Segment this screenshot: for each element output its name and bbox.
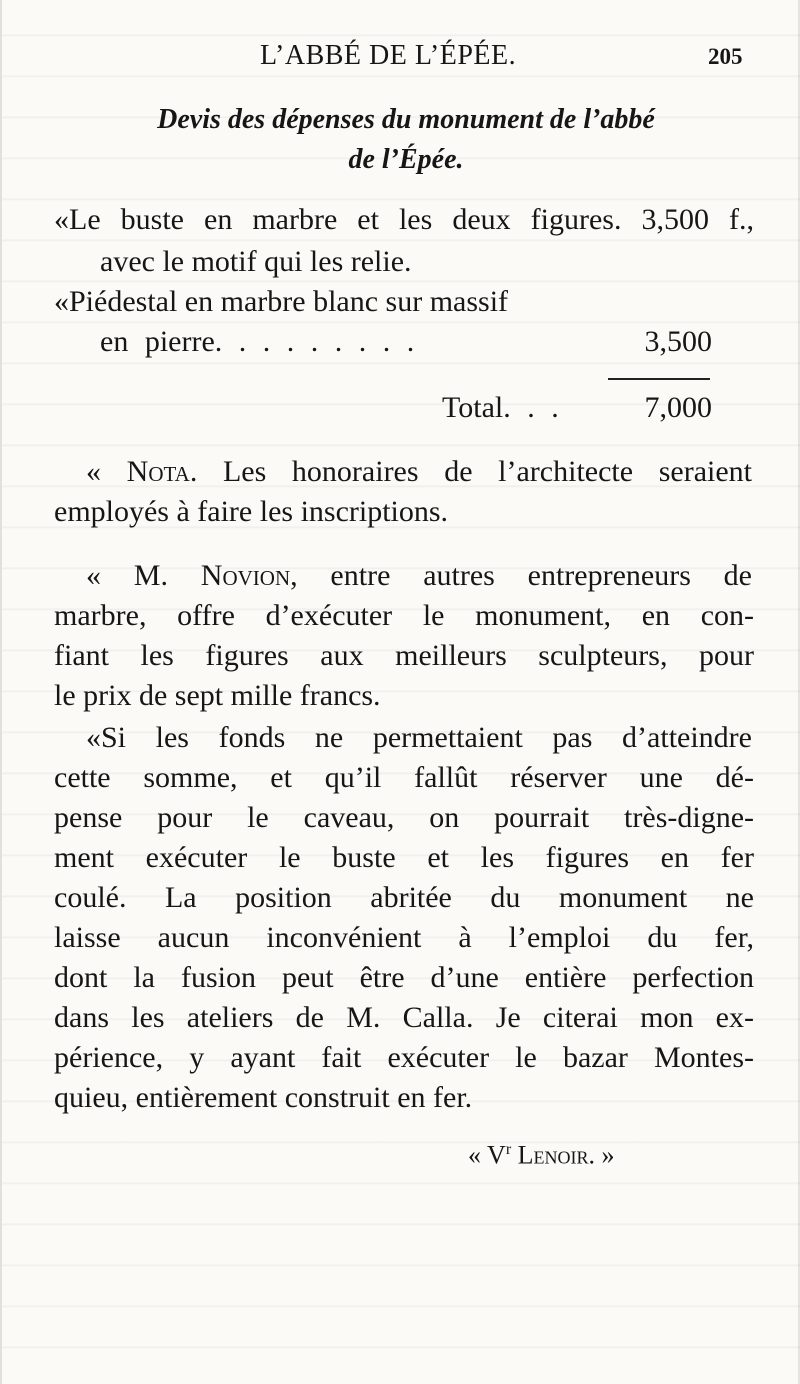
heading-line-2: de l’Épée.: [348, 144, 464, 175]
fonds-line-7: dont la fusion peut être d’une entière perfection: [54, 961, 754, 994]
nota-open-quote: «: [86, 455, 127, 488]
estimate-item-1-line-1: «Le buste en marbre et les deux figures. 3,500 f.,: [54, 203, 754, 236]
signature-name: Lenoir: [517, 1140, 589, 1170]
page-number: 205: [708, 44, 743, 69]
nota-line-1: [86, 452, 752, 492]
running-head-title: L’ABBÉ DE L’ÉPÉE.: [260, 40, 517, 71]
novion-open: « M.: [86, 559, 201, 592]
novion-name: Novion: [200, 559, 291, 592]
novion-line-1-text: , entre autres entrepreneurs de: [290, 559, 752, 592]
heading-line-1: Devis des dépenses du monument de l’abbé: [157, 104, 655, 135]
nota-label: Nota: [126, 455, 190, 488]
sum-rule: [608, 378, 710, 380]
estimate-item-2-label: [100, 322, 570, 362]
section-heading: [56, 100, 756, 180]
signature-superscript: r: [505, 1141, 512, 1158]
fonds-line-6: laisse aucun inconvénient à l’emploi du fer,: [54, 921, 754, 954]
fonds-line-8: dans les ateliers de M. Calla. Je citerai mon ex-: [54, 1001, 754, 1034]
signature-open: « V: [468, 1140, 506, 1170]
signature-close: . »: [588, 1140, 615, 1170]
novion-line-1: [86, 556, 752, 596]
fonds-line-9: périence, y ayant fait exécuter le bazar Montes-: [54, 1041, 754, 1074]
total-label: [442, 388, 612, 428]
fonds-line-10: quieu, entièrement construit en fer.: [54, 1081, 473, 1114]
running-head: [2, 40, 800, 80]
novion-line-2: marbre, offre d’exécuter le monument, en con-: [54, 599, 754, 632]
estimate-item-1-line-2: avec le motif qui les relie.: [100, 245, 412, 278]
estimate-item-2-line-1: «Piédestal en marbre blanc sur massif: [54, 285, 509, 318]
novion-line-4: le prix de sept mille francs.: [54, 679, 381, 712]
nota-line-2: employés à faire les inscriptions.: [54, 495, 449, 528]
total-label-text: Total. . .: [442, 391, 559, 424]
fonds-line-4: ment exécuter le buste et les figures en fer: [54, 841, 754, 874]
total-amount: 7,000: [644, 391, 712, 424]
fonds-line-2: cette somme, et qu’il fallût réserver une dé-: [54, 761, 754, 794]
fonds-line-5: coulé. La position abritée du monument ne: [54, 881, 754, 914]
estimate-item-2-amount: 3,500: [644, 325, 712, 358]
fonds-line-1: «Si les fonds ne permettaient pas d’atteindre: [86, 721, 752, 754]
estimate-item-2-label-text: en pierre. . . . . . . . .: [100, 325, 415, 358]
fonds-line-3: pense pour le caveau, on pourrait très-digne-: [54, 801, 754, 834]
signature: [468, 1130, 728, 1176]
novion-line-3: fiant les figures aux meilleurs sculpteurs, pour: [54, 639, 754, 672]
nota-line-1-text: . Les honoraires de l’architecte seraient: [189, 455, 752, 488]
